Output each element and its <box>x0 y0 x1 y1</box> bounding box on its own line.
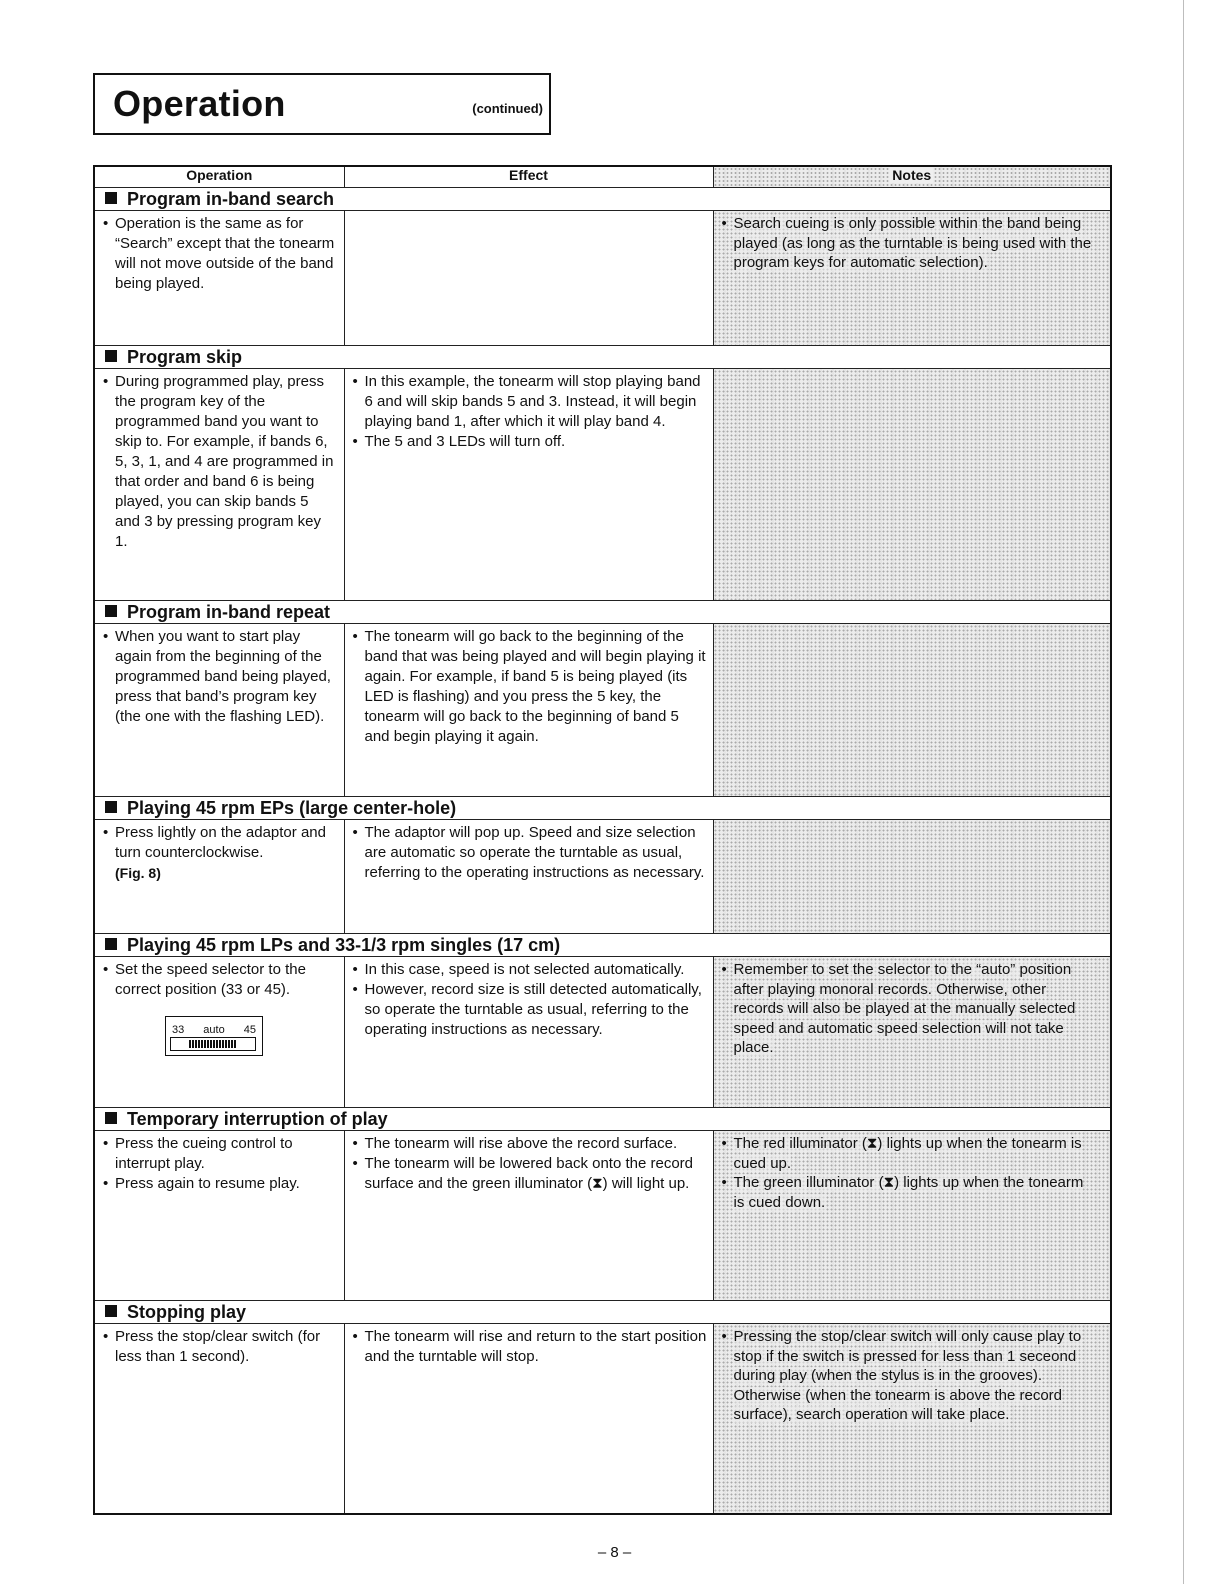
table-row <box>94 1131 1111 1301</box>
header-operation: Operation <box>94 166 344 188</box>
effect-text: • The tonearm will rise above the record surface. <box>353 1134 707 1154</box>
table-row <box>94 369 1111 601</box>
note-text: • Pressing the stop/clear switch will only cause play to stop if the switch is pressed for less than 1 seceond during play (when the stylus is in the grooves). Otherwise (when the tonearm is above the record surface), search operation will take place. <box>722 1327 1099 1425</box>
operation-text: • During programmed play, press the program key of the programmed band you want to skip to. For example, if bands 6, 5, 3, 1, and 4 are programmed in that order and band 6 is being played, you can skip bands 5 and 3 by pressing program key 1. <box>103 372 338 552</box>
section-heading-row <box>94 188 1111 211</box>
operation-table <box>93 165 1112 1515</box>
figure-reference: (Fig. 8) <box>115 865 161 881</box>
section-title: Playing 45 rpm LPs and 33-1/3 rpm singles (17 cm) <box>95 934 1110 955</box>
bullet-square-icon <box>105 801 117 813</box>
speed-selector-illustration <box>165 1016 263 1056</box>
header-effect: Effect <box>344 166 713 188</box>
section-heading-row <box>94 797 1111 820</box>
note-text: • The green illuminator (⧗) lights up when the tonearm is cued down. <box>722 1173 1099 1212</box>
selector-track <box>170 1037 256 1051</box>
bullet-square-icon <box>105 192 117 204</box>
section-heading-row <box>94 346 1111 369</box>
note-text: • Remember to set the selector to the “auto” position after playing monoral records. Otherwise, other records will also be played at the manually selected speed and automatic speed selection will not take place. <box>722 960 1099 1058</box>
bullet-square-icon <box>105 605 117 617</box>
section-heading-row <box>94 934 1111 957</box>
section-heading-row <box>94 601 1111 624</box>
section-title: Program in-band search <box>95 188 1110 209</box>
operation-text: • When you want to start play again from the beginning of the programmed band being played, press that band’s program key (the one with the flashing LED). <box>103 627 338 727</box>
selector-knob-icon <box>189 1040 237 1048</box>
effect-text: • The tonearm will go back to the beginning of the band that was being played and will begin playing it again. For example, if band 5 is being played (its LED is flashing) and you press the 5 key, the tonearm will go back to the beginning of band 5 and begin playing it again. <box>353 627 707 747</box>
note-text: • The red illuminator (⧗) lights up when the tonearm is cued up. <box>722 1134 1099 1173</box>
header-notes: Notes <box>713 166 1111 188</box>
bullet-square-icon <box>105 1112 117 1124</box>
operation-text: • Operation is the same as for “Search” except that the tonearm will not move outside of the band being played. <box>103 214 338 294</box>
section-title: Temporary interruption of play <box>95 1108 1110 1129</box>
effect-text: • The 5 and 3 LEDs will turn off. <box>353 432 707 452</box>
table-row <box>94 211 1111 346</box>
effect-text: • In this case, speed is not selected automatically. <box>353 960 707 980</box>
section-heading-row <box>94 1301 1111 1324</box>
table-row <box>94 624 1111 797</box>
page-title: Operation <box>113 83 286 124</box>
operation-text: • Press the stop/clear switch (for less than 1 second). <box>103 1327 338 1367</box>
page-edge-line <box>1183 0 1184 1584</box>
selector-label: 45 <box>243 1024 256 1036</box>
operation-text: • Press the cueing control to interrupt play. <box>103 1134 338 1174</box>
bullet-square-icon <box>105 1305 117 1317</box>
selector-label: 33 <box>172 1024 185 1036</box>
section-title: Program in-band repeat <box>95 601 1110 622</box>
effect-text: • The adaptor will pop up. Speed and size selection are automatic so operate the turntable as usual, referring to the operating instructions as necessary. <box>353 823 707 883</box>
page-number: – 8 – <box>597 1544 632 1561</box>
selector-label: auto <box>203 1024 225 1036</box>
bullet-square-icon <box>105 938 117 950</box>
bullet-square-icon <box>105 350 117 362</box>
section-title: Playing 45 rpm EPs (large center-hole) <box>95 797 1110 818</box>
effect-text: • In this example, the tonearm will stop playing band 6 and will skip bands 5 and 3. Instead, it will begin playing band 1, after which it will play band 4. <box>353 372 707 432</box>
operation-text: • Press again to resume play. <box>103 1174 338 1194</box>
note-text: • Search cueing is only possible within the band being played (as long as the turntable is being used with the program keys for automatic selection). <box>722 214 1099 273</box>
operation-text: • Set the speed selector to the correct position (33 or 45). <box>103 960 338 1000</box>
section-heading-row <box>94 1108 1111 1131</box>
effect-text: • The tonearm will be lowered back onto the record surface and the green illuminator (⧗) will light up. <box>353 1154 707 1194</box>
page-subtitle: (continued) <box>472 101 543 116</box>
effect-text: • However, record size is still detected automatically, so operate the turntable as usual, referring to the operating instructions as necessary. <box>353 980 707 1040</box>
title-box <box>93 73 551 135</box>
section-title: Program skip <box>95 346 1110 367</box>
table-row <box>94 957 1111 1108</box>
section-title: Stopping play <box>95 1301 1110 1322</box>
effect-text: • The tonearm will rise and return to the start position and the turntable will stop. <box>353 1327 707 1367</box>
table-row <box>94 820 1111 934</box>
operation-text: • Press lightly on the adaptor and turn counterclockwise. <box>103 823 338 863</box>
table-row <box>94 1324 1111 1514</box>
